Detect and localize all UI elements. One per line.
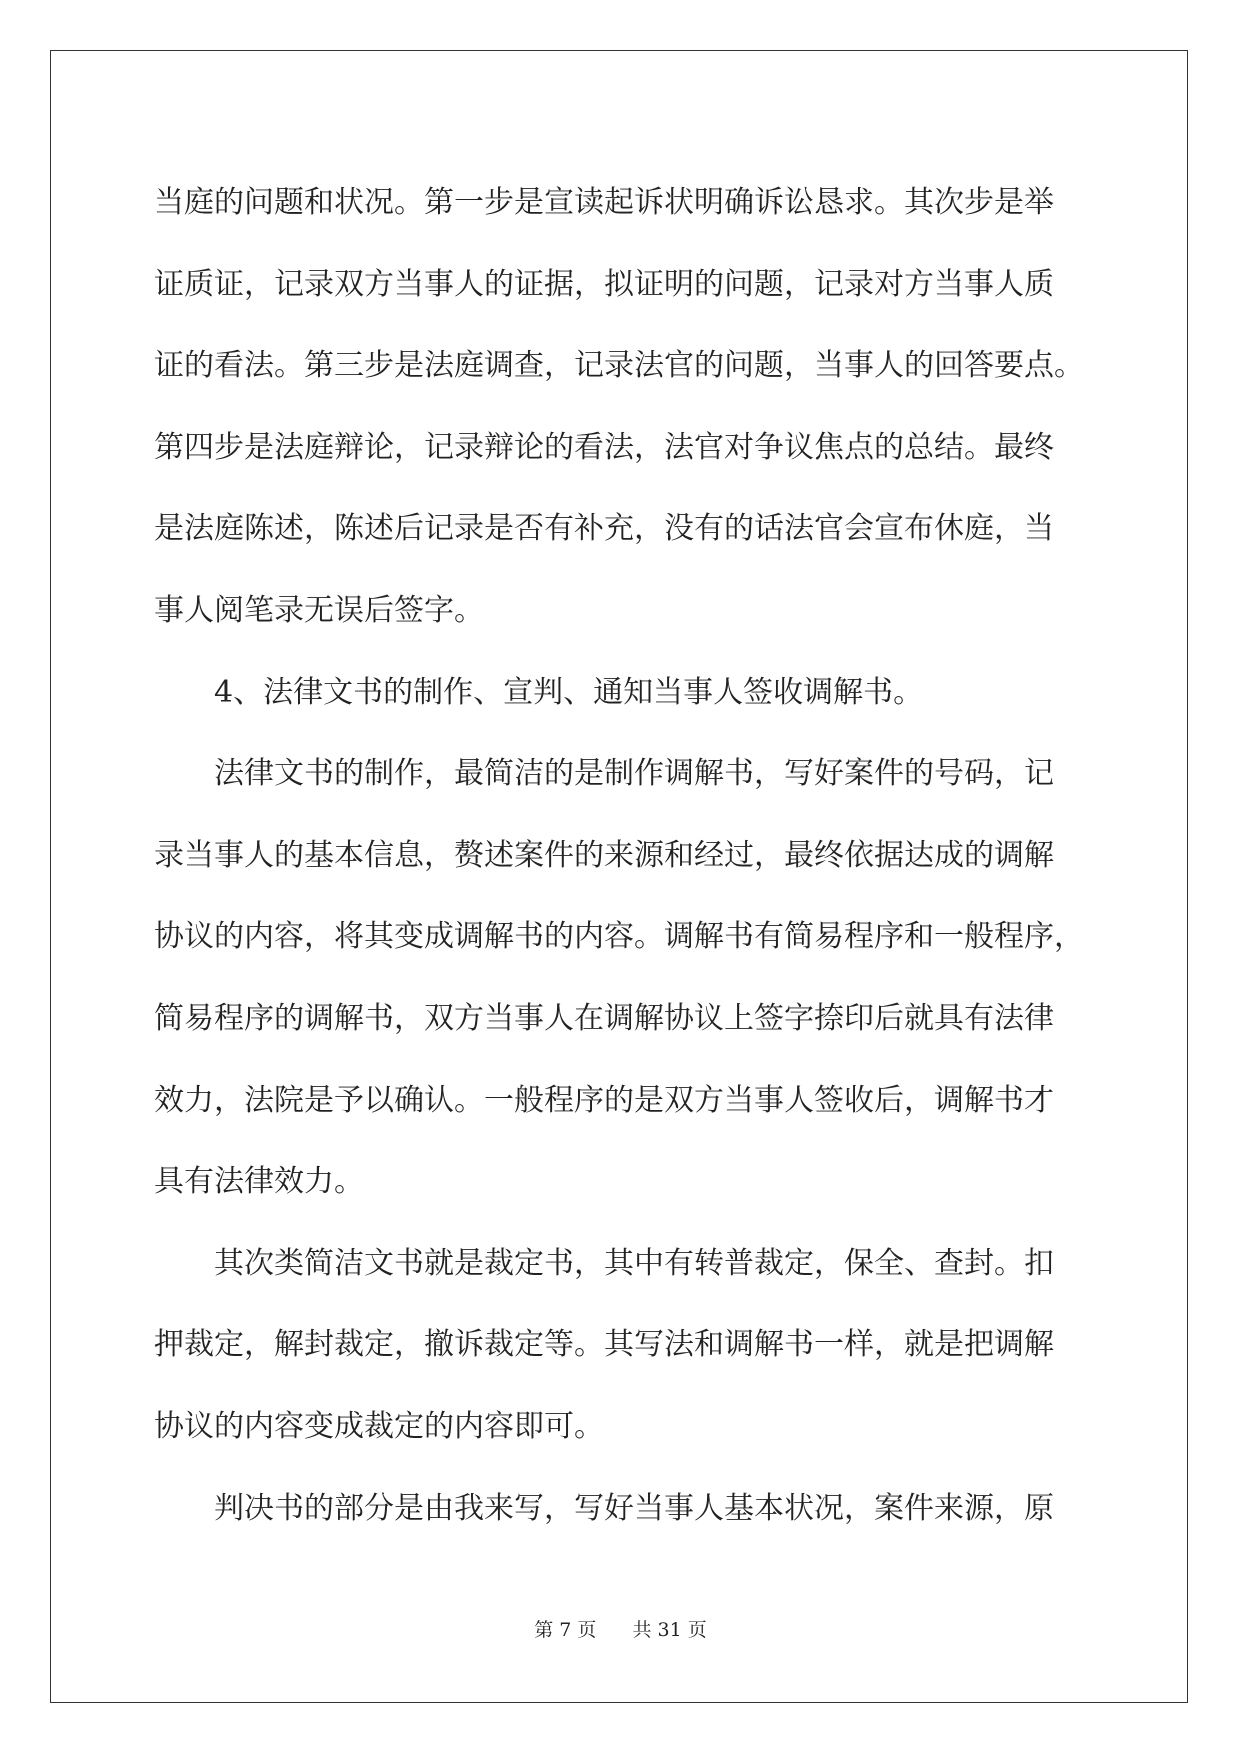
text-line: 证的看法。第三步是法庭调查，记录法官的问题，当事人的回答要点。 <box>154 348 1084 384</box>
text-line: 押裁定，解封裁定，撤诉裁定等。其写法和调解书一样，就是把调解 <box>154 1327 1054 1363</box>
text-line: 证质证，记录双方当事人的证据，拟证明的问题，记录对方当事人质 <box>154 266 1054 302</box>
text-line: 是法庭陈述，陈述后记录是否有补充，没有的话法官会宣布休庭，当 <box>154 511 1054 547</box>
page-total: 共 31 页 <box>632 1619 707 1641</box>
page-number: 第 7 页 <box>534 1619 597 1641</box>
text-line: 第四步是法庭辩论，记录辩论的看法，法官对争议焦点的总结。最终 <box>154 429 1054 465</box>
document-body <box>154 162 1114 1549</box>
text-line: 判决书的部分是由我来写，写好当事人基本状况，案件来源，原 <box>154 1490 1054 1526</box>
text-line: 事人阅笔录无误后签字。 <box>154 592 484 628</box>
page-footer <box>0 1615 1241 1642</box>
text-line: 效力，法院是予以确认。一般程序的是双方当事人签收后，调解书才 <box>154 1082 1054 1118</box>
text-line: 4、法律文书的制作、宣判、通知当事人签收调解书。 <box>154 674 924 710</box>
text-line: 协议的内容，将其变成调解书的内容。调解书有简易程序和一般程序， <box>154 919 1084 955</box>
text-line: 当庭的问题和状况。第一步是宣读起诉状明确诉讼恳求。其次步是举 <box>154 185 1054 220</box>
text-line: 录当事人的基本信息，赘述案件的来源和经过，最终依据达成的调解 <box>154 837 1054 873</box>
text-line: 具有法律效力。 <box>154 1164 364 1200</box>
text-line: 简易程序的调解书，双方当事人在调解协议上签字捺印后就具有法律 <box>154 1000 1054 1036</box>
text-line: 协议的内容变成裁定的内容即可。 <box>154 1408 604 1444</box>
text-line: 法律文书的制作，最简洁的是制作调解书，写好案件的号码，记 <box>154 756 1054 792</box>
text-line: 其次类简洁文书就是裁定书，其中有转普裁定，保全、查封。扣 <box>154 1245 1054 1281</box>
